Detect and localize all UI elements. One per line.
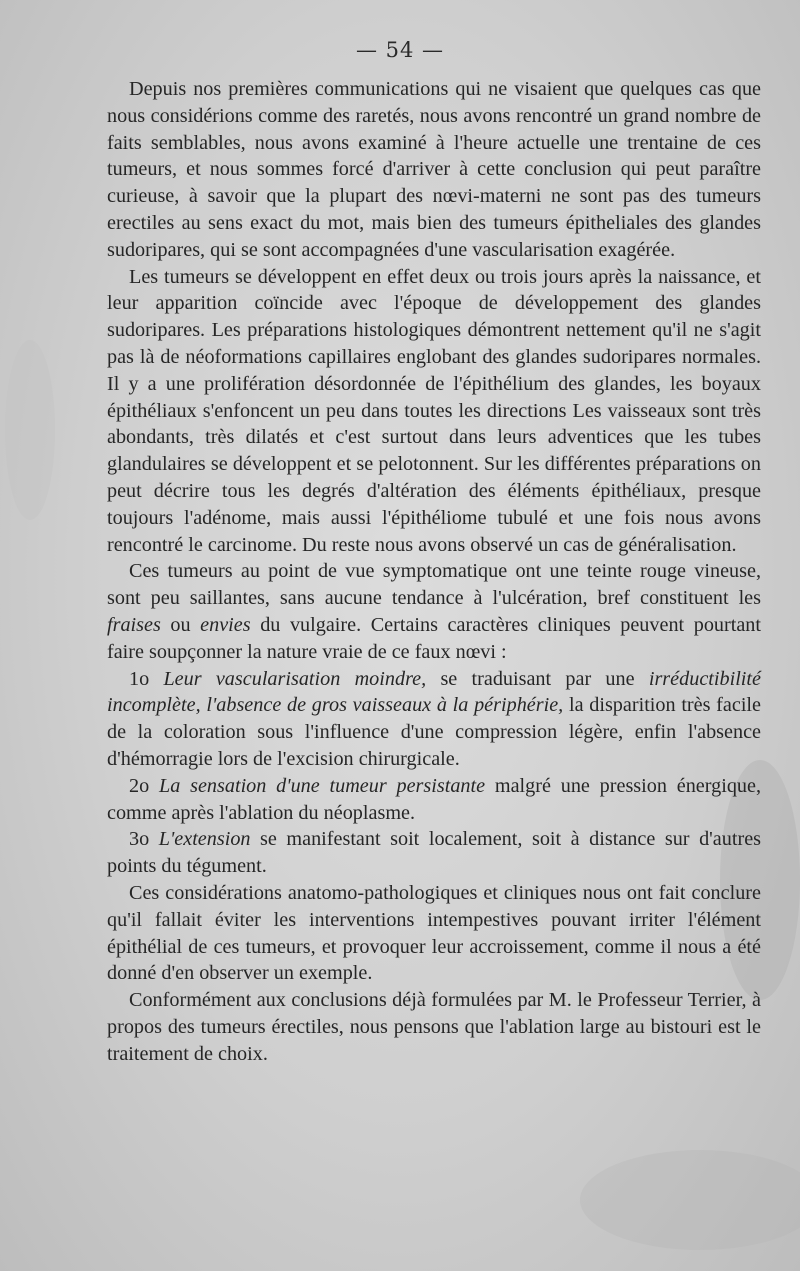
p5-text-b: malgré une pression énergique, comme après l'ablation du néoplasme.	[107, 774, 762, 824]
p3-fraises: fraises	[107, 613, 161, 636]
p3-text-c: ou	[160, 613, 201, 636]
p4-italic-a: Leur vascularisation moindre,	[163, 667, 427, 690]
p6-number: 3o	[129, 828, 159, 851]
paragraph-5	[107, 773, 761, 827]
p6-italic-a: L'extension	[158, 828, 251, 851]
page-number: — 54 —	[355, 38, 445, 62]
p3-text-e: du vulgaire. Certains caractères cliniques peuvent pourtant faire soupçonner la nature vraie de ce faux nœvi :	[107, 613, 761, 663]
p4-italic-c: irréductibilité incomplète, l'absence de gros vaisseaux à la périphérie,	[107, 667, 761, 717]
paragraph-2: Les tumeurs se développent en effet deux ou trois jours après la naissance, et leur apparition coïncide avec l'époque de développement des glandes sudoripares. Les préparations histologiques démontrent nettement qu'il ne s'agit pas là de néoformations capillaires englobant des glandes sudoripares normales. Il y a une prolifération désordonnée de l'épithélium des glandes, les boyaux épithéliaux s'enfoncent un peu dans toutes les directions Les vaisseaux sont très abondants, très dilatés et c'est surtout dans leurs adventices que les tubes glandulaires se développent et se pelotonnent. Sur les différentes préparations on peut décrire tous les degrés d'altération des éléments épithéliaux, presque toujours l'adénome, mais aussi l'épithéliome tubulé et une fois nous avons rencontré le carcinome. Du reste nous avons observé un cas de généralisation.	[107, 265, 761, 556]
p4-number: 1o	[129, 667, 164, 690]
p4-text-d: la disparition très facile de la coloration sous l'influence d'une compression légère, enfin l'absence d'hémorragie lors de l'excision chirurgicale.	[107, 694, 762, 770]
p4-text-b: se traduisant par une	[426, 667, 649, 690]
paragraph-6	[107, 826, 761, 880]
paragraph-1: Depuis nos premières communications qui ne visaient que quelques cas que nous considérions comme des raretés, nous avons rencontré un grand nombre de faits semblables, nous avons examiné à l'heure actuelle une trentaine de ces tumeurs, et nous sommes forcé d'arriver à cette conclusion qui peut paraître curieuse, à savoir que la plupart des nœvi-materni ne sont pas des tumeurs erectiles au sens exact du mot, mais bien des tumeurs épitheliales des glandes sudoripares, qui se sont accompagnées d'une vascularisation exagérée.	[107, 78, 761, 261]
p5-number: 2o	[129, 774, 159, 797]
paragraph-8: Conformément aux conclusions déjà formulées par M. le Professeur Terrier, à propos des tumeurs érectiles, nous pensons que l'ablation large au bistouri est le traitement de choix.	[107, 989, 761, 1065]
p5-italic-a: La sensation d'une tumeur persistante	[158, 774, 486, 797]
body-text	[107, 76, 761, 1067]
p3-envies: envies	[200, 613, 251, 636]
paragraph-3	[107, 558, 761, 665]
paragraph-4	[107, 666, 761, 773]
p3-text-a: Ces tumeurs au point de vue symptomatique ont une teinte rouge vineuse, sont peu saillantes, sans aucune tendance à l'ulcération, bref constituent les	[107, 560, 761, 610]
paragraph-7: Ces considérations anatomo-pathologiques et cliniques nous ont fait conclure qu'il fallait éviter les interventions intempestives pouvant irriter l'élément épithélial de ces tumeurs, et provoquer leur accroissement, comme il nous a été donné d'en observer un exemple.	[107, 881, 761, 985]
p6-text-b: se manifestant soit localement, soit à distance sur d'autres points du tégument.	[107, 828, 762, 878]
